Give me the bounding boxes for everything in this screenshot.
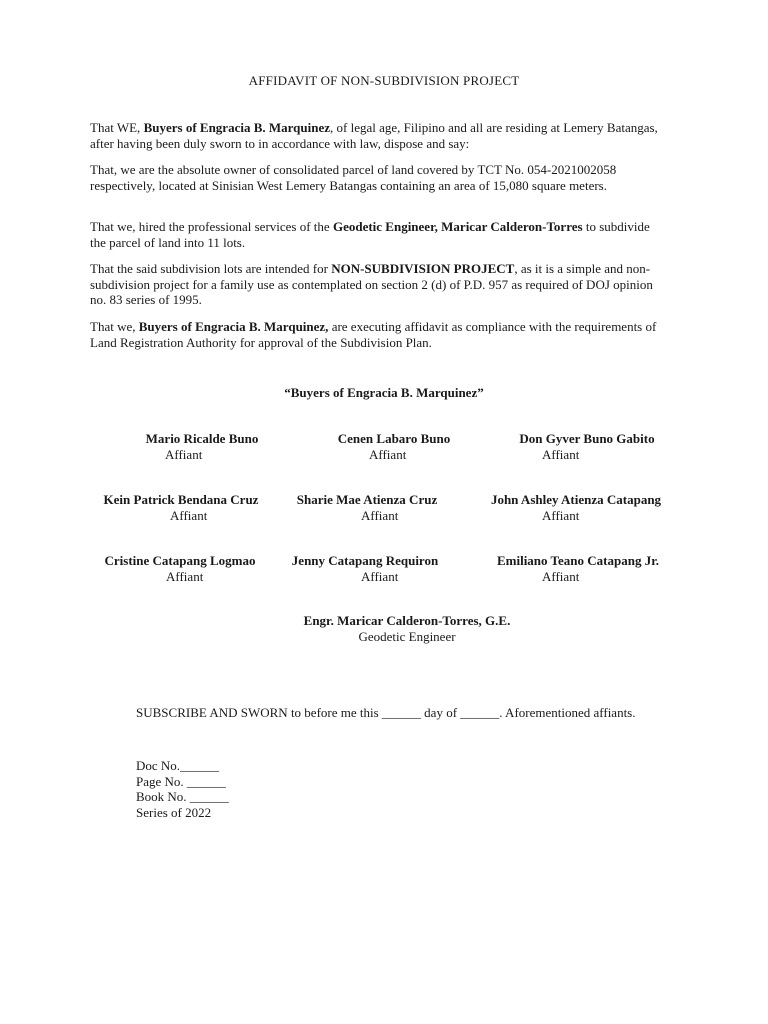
compliance-text-c: are executing affidavit as compliance with the requirements of Land Registration Authority for approval of the Subdivision Plan. bbox=[90, 319, 657, 350]
affiant-role: Affiant bbox=[170, 507, 208, 523]
engineer-text-bold: Geodetic Engineer, Maricar Calderon-Torres bbox=[332, 219, 583, 234]
paragraph-engineer bbox=[90, 219, 660, 250]
engineer-signature-block bbox=[0, 613, 768, 644]
purpose-text-bold: NON-SUBDIVISION PROJECT bbox=[331, 261, 515, 276]
affiant-name: Kein Patrick Bendana Cruz bbox=[103, 492, 259, 507]
affiant-role: Affiant bbox=[542, 507, 580, 523]
intro-text-a: That WE, bbox=[90, 120, 144, 135]
affiant-role: Affiant bbox=[542, 568, 580, 584]
affiant-name: Cenen Labaro Buno bbox=[337, 431, 451, 446]
intro-text-c: , of legal age, Filipino and all are residing at Lemery Batangas, after having been duly sworn to in accordance with law, dispose and say: bbox=[90, 120, 658, 151]
paragraph-compliance bbox=[90, 319, 660, 350]
engineer-name: Engr. Maricar Calderon-Torres, G.E. bbox=[303, 613, 511, 628]
notary-series: Series of 2022 bbox=[136, 804, 212, 820]
jurat-statement: SUBSCRIBE AND SWORN to before me this ______ day of ______. Aforementioned affiants. bbox=[136, 705, 636, 720]
compliance-text-a: That we, bbox=[90, 319, 139, 334]
paragraph-intro bbox=[90, 120, 660, 151]
affiant-signature-block bbox=[474, 492, 678, 523]
notary-details bbox=[136, 758, 229, 820]
affiant-role: Affiant bbox=[166, 568, 204, 584]
intro-text-bold: Buyers of Engracia B. Marquinez bbox=[143, 120, 331, 135]
affiant-name: Sharie Mae Atienza Cruz bbox=[296, 492, 438, 507]
engineer-text-c: to subdivide the parcel of land into 11 lots. bbox=[90, 219, 650, 250]
affiant-role: Affiant bbox=[165, 446, 203, 462]
document-title: AFFIDAVIT OF NON-SUBDIVISION PROJECT bbox=[248, 73, 520, 88]
affiant-signature-block bbox=[90, 492, 272, 523]
affiant-signature-block bbox=[322, 431, 466, 462]
affiant-name: Emiliano Teano Catapang Jr. bbox=[496, 553, 660, 568]
notary-page-no: Page No. ______ bbox=[136, 773, 226, 789]
affiant-signature-block bbox=[90, 553, 270, 584]
affiant-signature-block bbox=[480, 553, 676, 584]
affiant-role: Affiant bbox=[361, 507, 399, 523]
paragraph-purpose bbox=[90, 261, 660, 308]
purpose-text-a: That the said subdivision lots are intended for bbox=[90, 261, 332, 276]
affiant-signature-block bbox=[503, 431, 671, 462]
notary-book-no: Book No. ______ bbox=[136, 789, 229, 804]
affiant-name: Mario Ricalde Buno bbox=[145, 431, 259, 446]
affiant-signature-block bbox=[283, 492, 451, 523]
affiant-signature-block bbox=[277, 553, 453, 584]
affiant-role: Affiant bbox=[361, 568, 399, 584]
affiant-role: Affiant bbox=[542, 446, 580, 462]
notary-doc-no: Doc No.______ bbox=[136, 758, 220, 773]
affiant-name: Don Gyver Buno Gabito bbox=[519, 431, 655, 446]
affiant-signature-block bbox=[130, 431, 274, 462]
purpose-text-c: , as it is a simple and non- subdivision project for a family use as contemplated on section 2 (d) of P.D. 957 as required of DOJ opinion no. 83 series of 1995. bbox=[90, 261, 653, 307]
affiant-name: John Ashley Atienza Catapang bbox=[490, 492, 662, 507]
affiant-name: Cristine Catapang Logmao bbox=[104, 553, 256, 568]
affiants-group-label: “Buyers of Engracia B. Marquinez” bbox=[284, 385, 484, 400]
paragraph-ownership: That, we are the absolute owner of consolidated parcel of land covered by TCT No. 054-2021002058 respectively, located at Sinisian West Lemery Batangas containing an area of 15,080 square meters. bbox=[90, 162, 617, 193]
engineer-text-a: That we, hired the professional services of the bbox=[90, 219, 333, 234]
affiant-role: Affiant bbox=[369, 446, 407, 462]
affiant-name: Jenny Catapang Requiron bbox=[291, 553, 439, 568]
compliance-text-bold: Buyers of Engracia B. Marquinez, bbox=[138, 319, 329, 334]
engineer-role: Geodetic Engineer bbox=[358, 628, 456, 644]
